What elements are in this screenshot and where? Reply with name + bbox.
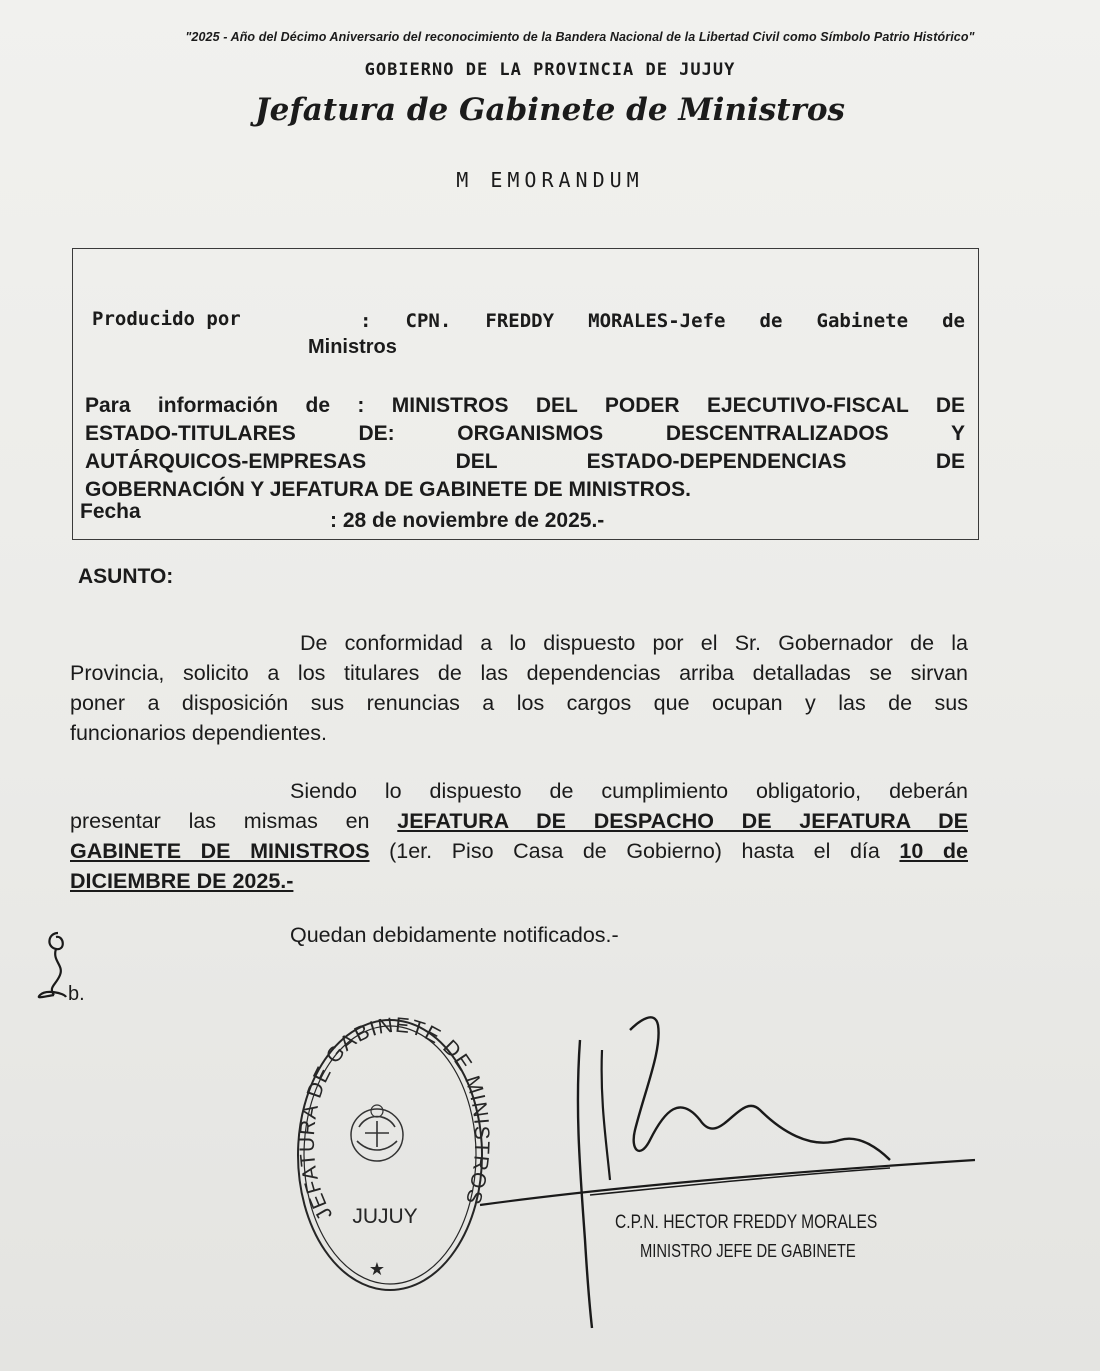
seal-ring-text: JEFATURA DE GABINETE DE MINISTROS: [295, 1013, 494, 1225]
paragraph-line: [70, 806, 968, 836]
produced-by-value: : CPN. FREDDY MORALES-Jefe de Gabinete de: [360, 310, 965, 332]
deadline-underlined: 10 de: [899, 839, 968, 863]
paragraph-text: presentar las mismas en: [70, 809, 398, 833]
recipients-line: GOBERNACIÓN Y JEFATURA DE GABINETE DE MINISTROS.: [85, 478, 691, 501]
paragraph-line: funcionarios dependientes.: [70, 721, 327, 745]
paragraph-1: [70, 628, 968, 748]
seal-star: ★: [368, 1259, 386, 1280]
deadline-underlined: DICIEMBRE DE 2025.-: [70, 869, 294, 893]
office-underlined: GABINETE DE MINISTROS: [70, 839, 370, 863]
closing-line: Quedan debidamente notificados.-: [290, 923, 619, 947]
date-label: Fecha: [80, 500, 141, 523]
handwritten-signature: [440, 990, 980, 1330]
paragraph-line: [70, 866, 968, 896]
paragraph-line: poner a disposición sus renuncias a los cargos que ocupan y las de sus: [70, 691, 968, 715]
seal-center-text: JUJUY: [352, 1205, 418, 1228]
signatory-name: C.P.N. HECTOR FREDDY MORALES: [615, 1212, 878, 1233]
recipients-line: ESTADO-TITULARES DE: ORGANISMOS DESCENTRALIZADOS Y: [85, 422, 965, 445]
paragraph-line: [70, 836, 968, 866]
recipients-block: [85, 392, 965, 504]
recipients-line: Para información de : MINISTROS DEL PODER EJECUTIVO-FISCAL DE: [85, 394, 965, 417]
paragraph-line: De conformidad a lo dispuesto por el Sr. Gobernador de la: [300, 631, 968, 655]
paragraph-line: Provincia, solicito a los titulares de las dependencias arriba detalladas se sirvan: [70, 661, 968, 685]
year-motto: "2025 - Año del Décimo Aniversario del reconocimiento de la Bandera Nacional de la Libertad Civil como Símbolo Patrio Histórico": [185, 30, 975, 44]
produced-by-continuation: Ministros: [308, 336, 397, 358]
paragraph-2: [70, 776, 968, 896]
government-heading: GOBIERNO DE LA PROVINCIA DE JUJUY: [364, 60, 736, 80]
paragraph-line: Siendo lo dispuesto de cumplimiento obligatorio, deberán: [290, 779, 968, 803]
produced-by-label: Producido por: [92, 308, 241, 330]
subject-label: ASUNTO:: [78, 565, 174, 588]
document-type: M EMORANDUM: [456, 168, 644, 192]
initials-suffix: b.: [68, 983, 85, 1005]
recipients-line: AUTÁRQUICOS-EMPRESAS DEL ESTADO-DEPENDENCIAS DE: [85, 450, 965, 473]
coat-of-arms: [351, 1105, 403, 1161]
date-value: : 28 de noviembre de 2025.-: [330, 509, 605, 532]
signatory-title: MINISTRO JEFE DE GABINETE: [640, 1241, 856, 1261]
office-title: Jefatura de Gabinete de Ministros: [254, 92, 845, 128]
paragraph-text: (1er. Piso Casa de Gobierno) hasta el día: [369, 839, 900, 863]
office-underlined: JEFATURA DE DESPACHO DE JEFATURA DE: [397, 809, 968, 833]
